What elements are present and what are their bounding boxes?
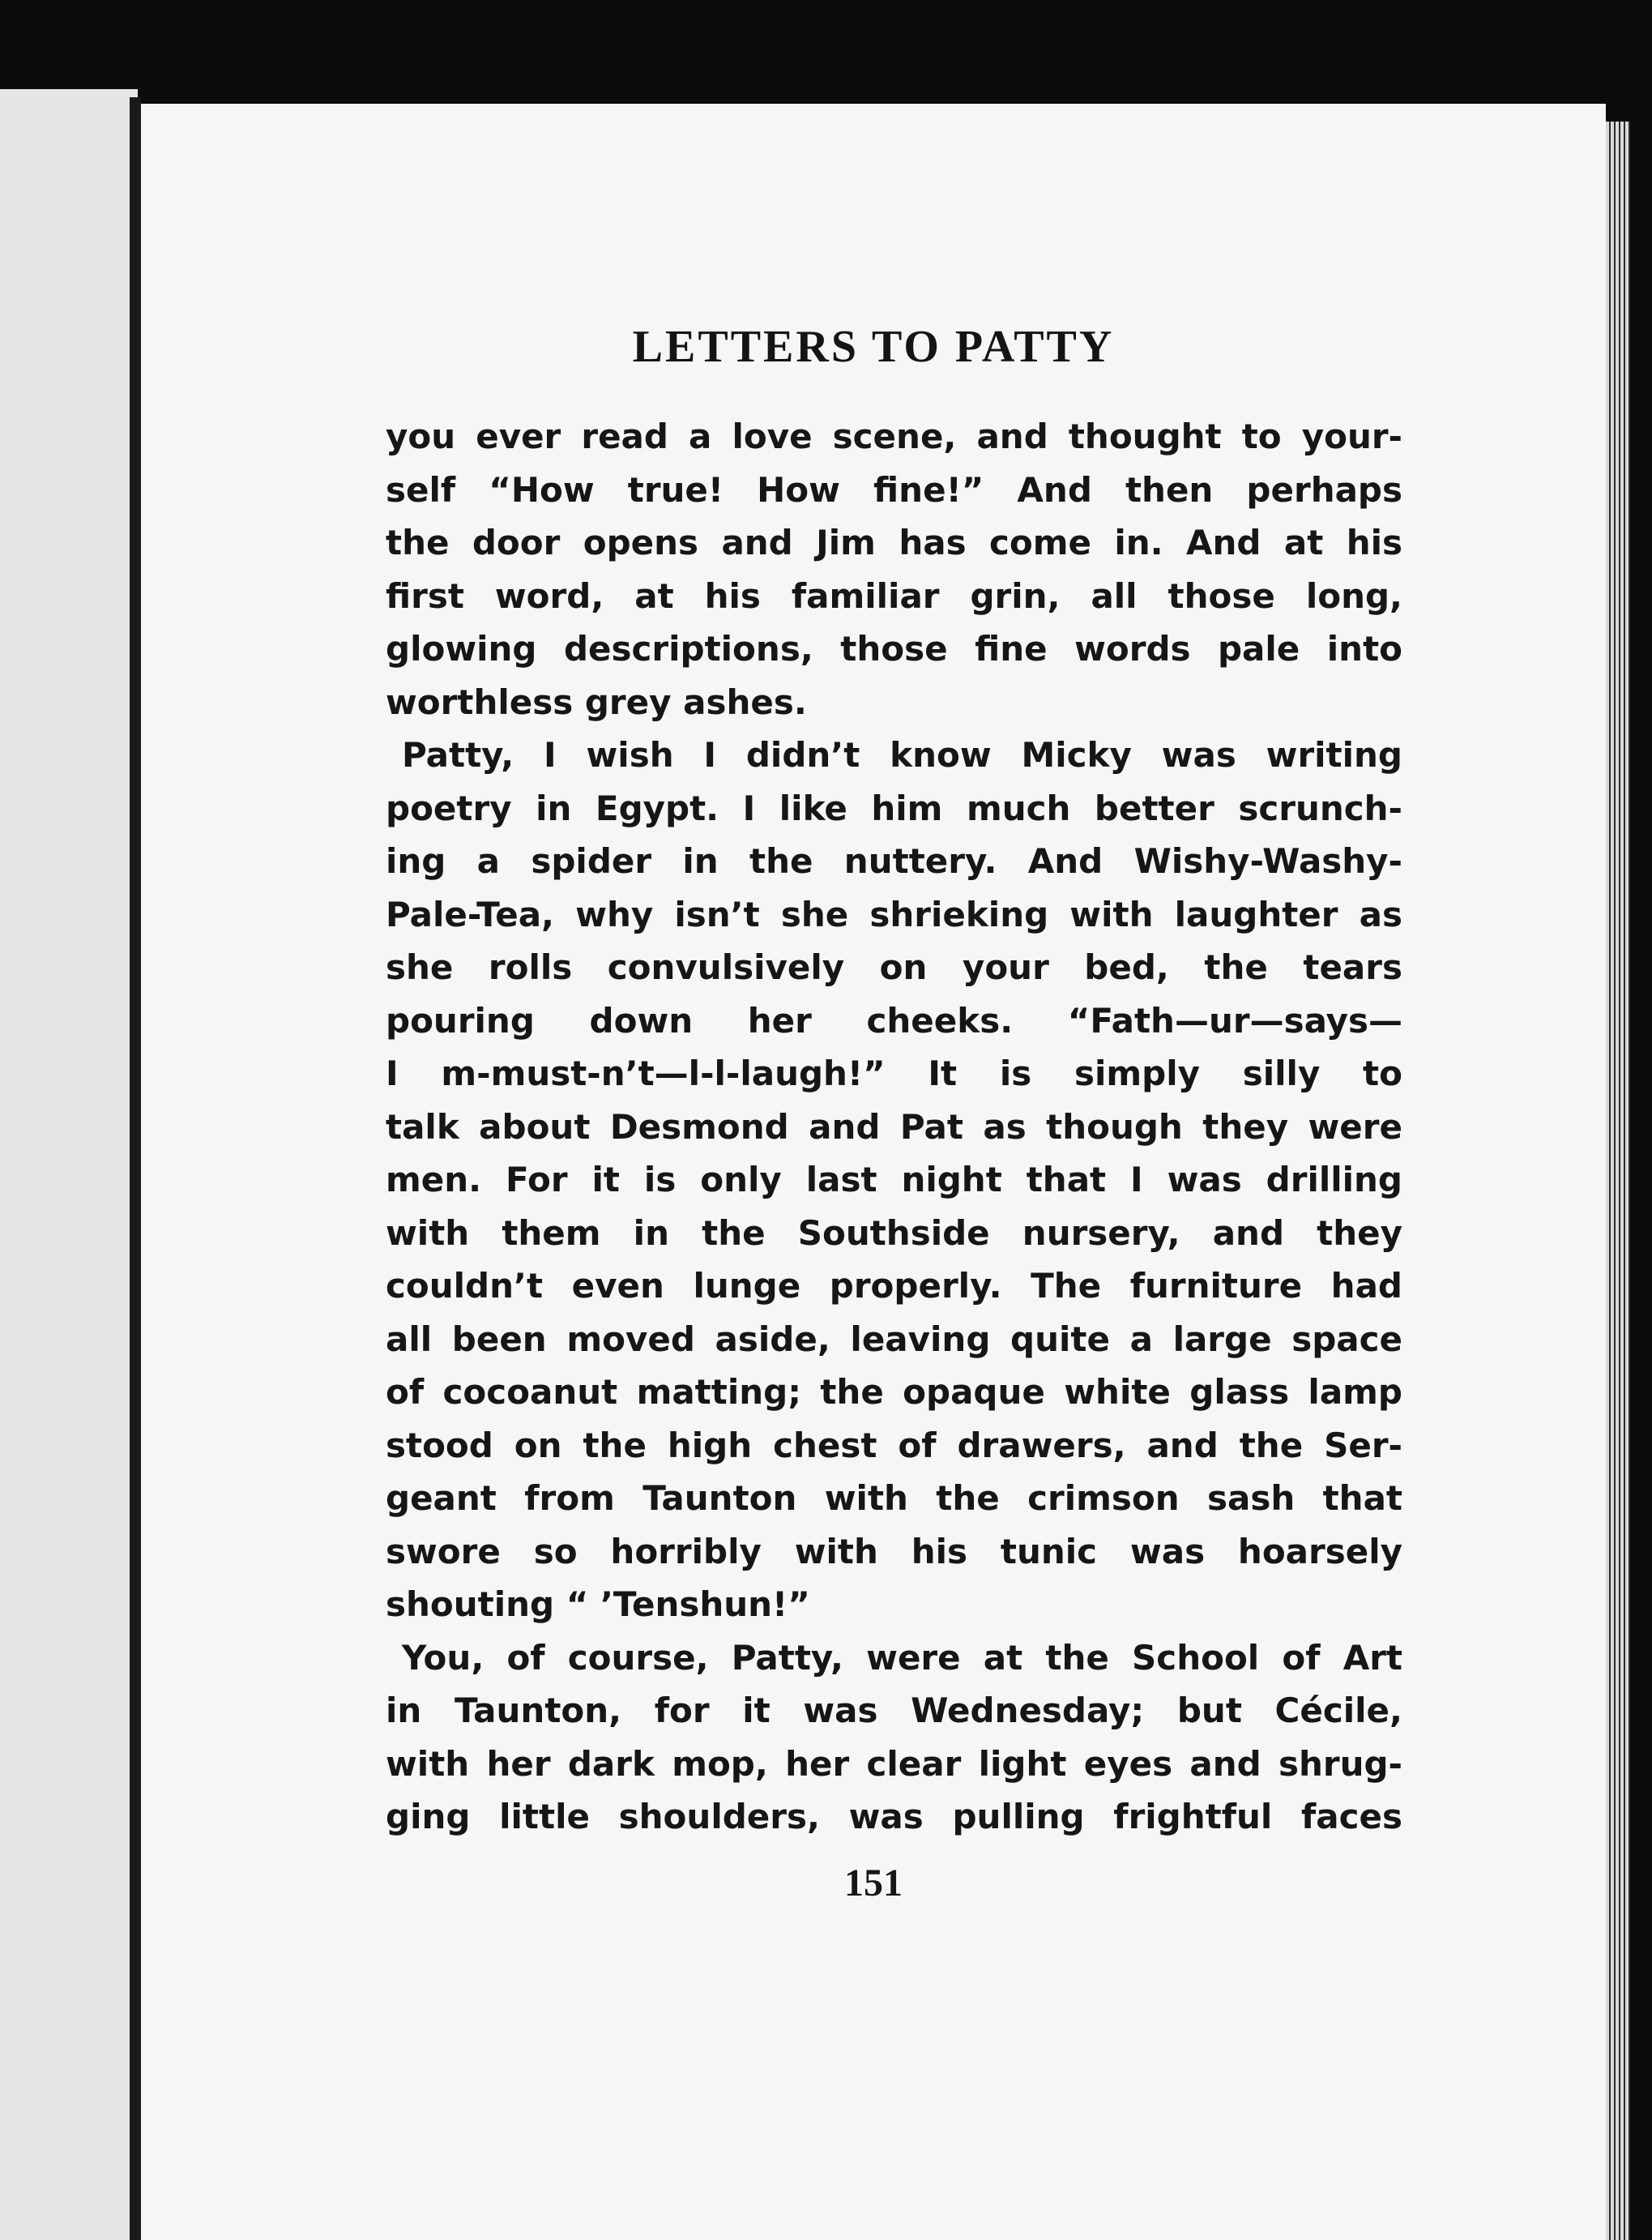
- text-line: first word, at his familiar grin, all those long,: [386, 575, 1402, 616]
- page-stack-edge: [1606, 122, 1630, 2240]
- text-line: talk about Desmond and Pat as though they were: [386, 1106, 1402, 1147]
- text-line: You, of course, Patty, were at the School of Art: [402, 1637, 1402, 1678]
- text-line: shouting “ ’Tenshun!”: [386, 1584, 810, 1624]
- text-line: of cocoanut matting; the opaque white glass lamp: [386, 1372, 1402, 1412]
- book-page: [141, 104, 1606, 2240]
- text-line: stood on the high chest of drawers, and the Ser-: [386, 1425, 1402, 1465]
- page-number: 151: [844, 1862, 903, 1904]
- text-line: Patty, I wish I didn’t know Micky was writing: [402, 735, 1402, 775]
- body-text: [386, 410, 1402, 1844]
- text-line: pouring down her cheeks. “Fath—ur—says—: [386, 1000, 1402, 1041]
- text-line: ging little shoulders, was pulling frightful faces: [386, 1797, 1402, 1836]
- text-line: worthless grey ashes.: [386, 682, 807, 722]
- running-head: LETTERS TO PATTY: [632, 322, 1115, 372]
- text-line: Pale-Tea, why isn’t she shrieking with laughter as: [386, 894, 1402, 934]
- text-line: glowing descriptions, those fine words pale into: [386, 629, 1402, 669]
- text-line: you ever read a love scene, and thought to your-: [386, 417, 1402, 456]
- text-line: self “How true! How fine!” And then perhaps: [386, 469, 1402, 510]
- text-line: swore so horribly with his tunic was hoarsely: [386, 1531, 1402, 1571]
- text-line: the door opens and Jim has come in. And at his: [386, 523, 1402, 562]
- text-line: with her dark mop, her clear light eyes and shrug-: [386, 1743, 1402, 1784]
- text-line: she rolls convulsively on your bed, the tears: [386, 947, 1402, 987]
- book-gutter: [130, 97, 141, 2240]
- facing-page-edge: [0, 89, 138, 2240]
- text-line: I m-must-n’t—l-l-laugh!” It is simply silly to: [386, 1054, 1402, 1093]
- text-line: with them in the Southside nursery, and they: [386, 1212, 1402, 1253]
- text-line: all been moved aside, leaving quite a large space: [386, 1319, 1402, 1359]
- text-line: geant from Taunton with the crimson sash that: [386, 1478, 1402, 1518]
- text-line: in Taunton, for it was Wednesday; but Cécile,: [386, 1691, 1402, 1730]
- text-line: ing a spider in the nuttery. And Wishy-Washy-: [386, 841, 1402, 881]
- text-line: poetry in Egypt. I like him much better scrunch-: [386, 788, 1402, 828]
- text-line: men. For it is only last night that I was drilling: [386, 1160, 1402, 1199]
- text-line: couldn’t even lunge properly. The furniture had: [386, 1266, 1402, 1306]
